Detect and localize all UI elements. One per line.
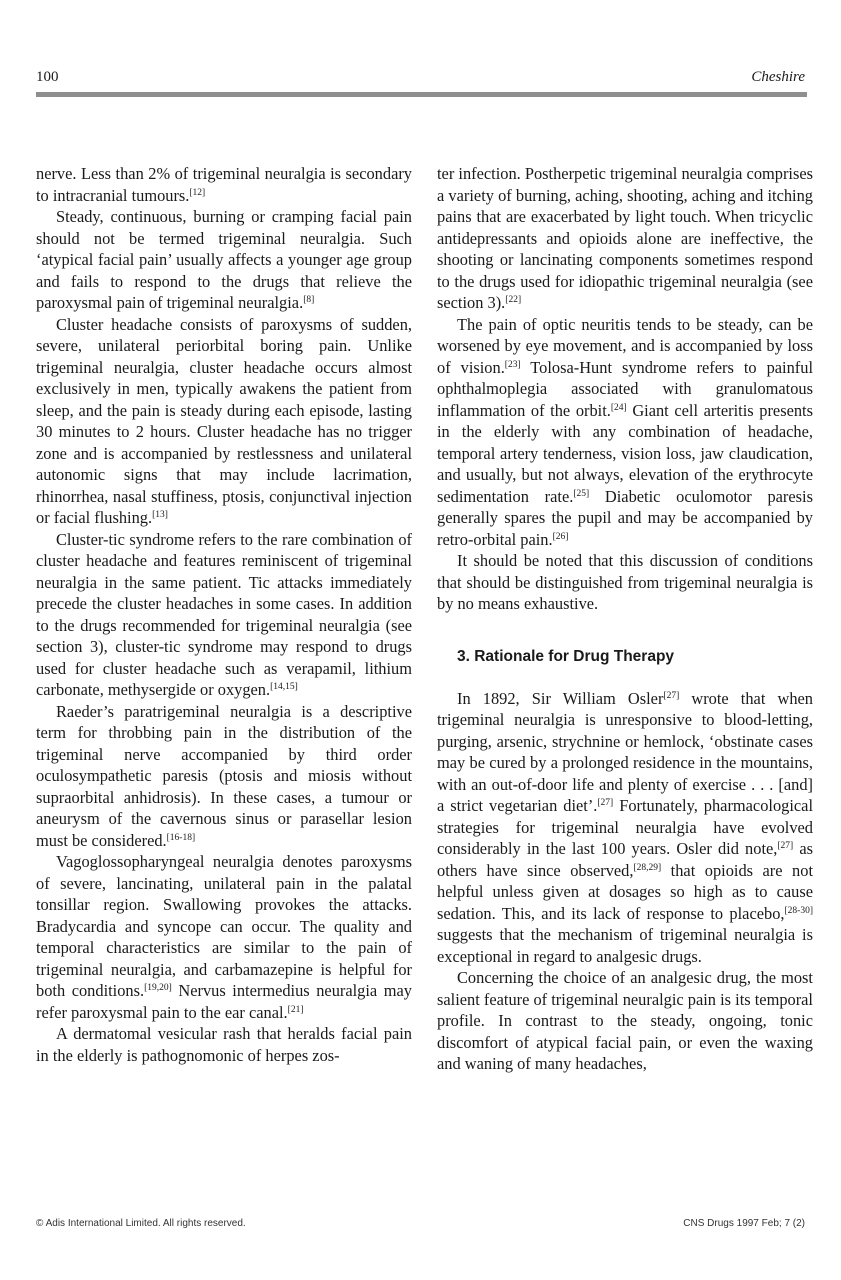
paragraph: A dermatomal vesicular rash that heralds facial pain in the elderly is pathognomonic of herpes zos- xyxy=(36,1024,412,1065)
left-column xyxy=(36,163,412,1066)
running-head-author: Cheshire xyxy=(751,69,805,85)
paragraph: It should be noted that this discussion of conditions that should be distinguished from trigeminal neuralgia is by no means exhaustive. xyxy=(437,551,813,613)
paragraph: Cluster-tic syndrome refers to the rare combination of cluster headache and features reminiscent of trigeminal neuralgia in the same patient. Tic attacks immediately precede the cluster headaches in some cases. In addition to the drugs recommended for trigeminal neuralgia (see section 3), cluster-tic syndrome may respond to drugs used for cluster headache such as verapamil, lithium carbonate, methysergide or oxygen.[14,15] xyxy=(36,529,412,699)
paragraph: The pain of optic neuritis tends to be steady, can be worsened by eye movement, and is accompanied by loss of vision.[23] Tolosa-Hunt syndrome refers to painful ophthalmoplegia associated with granulomatous inflammation of the orbit.[24] Giant cell arteritis presents in the elderly with any combination of headache, temporal artery tenderness, vision loss, jaw claudication, and usually, but not always, elevation of the erythrocyte sedimentation rate.[25] Diabetic oculomotor paresis generally spares the pupil and may be accompanied by retro-orbital pain.[26] xyxy=(437,314,813,549)
paragraph: Steady, continuous, burning or cramping facial pain should not be termed trigeminal neuralgia. Such ‘atypical facial pain’ usually affects a younger age group and fails to respond to the drugs that relieve the paroxysmal pain of trigeminal neuralgia.[8] xyxy=(36,207,412,312)
footer-journal-citation: CNS Drugs 1997 Feb; 7 (2) xyxy=(683,1218,805,1229)
paragraph: nerve. Less than 2% of trigeminal neuralgia is secondary to intracranial tumours.[12] xyxy=(36,164,412,205)
page-number: 100 xyxy=(36,69,59,85)
paragraph: Concerning the choice of an analgesic drug, the most salient feature of trigeminal neuralgic pain is its temporal profile. In contrast to the steady, ongoing, tonic discomfort of atypical facial pain, or even the waxing and waning of many headaches, xyxy=(437,968,813,1073)
paragraph: Vagoglossopharyngeal neuralgia denotes paroxysms of severe, lancinating, unilateral pain in the palatal tonsillar region. Swallowing provokes the attacks. Bradycardia and syncope can occur. The quality and temporal characteristics are similar to the pain of trigeminal neuralgia, and carbamazepine is helpful for both conditions.[19,20] Nervus intermedius neuralgia may refer paroxysmal pain to the ear canal.[21] xyxy=(36,852,412,1022)
paragraph: Raeder’s paratrigeminal neuralgia is a descriptive term for throbbing pain in the distribution of the trigeminal nerve accompanied by third order oculosympathetic paresis (ptosis and miosis without supraorbital anhidrosis). In these cases, a tumour or aneurysm of the cavernous sinus or parasellar lesion must be considered.[16-18] xyxy=(36,701,412,850)
header-rule xyxy=(36,92,807,97)
footer-copyright: © Adis International Limited. All rights reserved. xyxy=(36,1218,246,1229)
paragraph: ter infection. Postherpetic trigeminal neuralgia comprises a variety of burning, aching, shooting, aching and itching pains that are exacerbated by light touch. When tricyclic antidepressants and opioids alone are ineffective, the shooting or lancinating components sometimes respond to the drugs used for idiopathic trigeminal neuralgia (see section 3).[22] xyxy=(437,164,813,312)
section-heading: 3. Rationale for Drug Therapy xyxy=(457,647,675,665)
paragraph: In 1892, Sir William Osler[27] wrote that when trigeminal neuralgia is unresponsive to blood-letting, purging, arsenic, strychnine or hemlock, ‘obstinate cases may be cured by a prolonged residence in the mountains, with an out-of-door life and plenty of exercise . . . [and] a strict vegetarian diet’.[27] Fortunately, pharmacological strategies for trigeminal neuralgia have evolved considerably in the last 100 years. Osler did note,[27] as others have since observed,[28,29] that opioids are not helpful unless given at dosages so high as to cause sedation. This, and its lack of response to placebo,[28-30] suggests that the mechanism of trigeminal neuralgia is exceptional in regard to analgesic drugs. xyxy=(437,688,814,966)
right-column xyxy=(437,163,813,1075)
paragraph: Cluster headache consists of paroxysms of sudden, severe, unilateral periorbital boring pain. Unlike trigeminal neuralgia, cluster headache occurs almost exclusively in men, typically awakens the patient from sleep, and the pain is steady during each episode, lasting 30 minutes to 2 hours. Cluster headache has no trigger zone and is accompanied by restlessness and unilateral autonomic signs that may include lacrimation, rhinorrhea, nasal stuffiness, ptosis, conjunctival injection or facial flushing.[13] xyxy=(36,314,412,527)
